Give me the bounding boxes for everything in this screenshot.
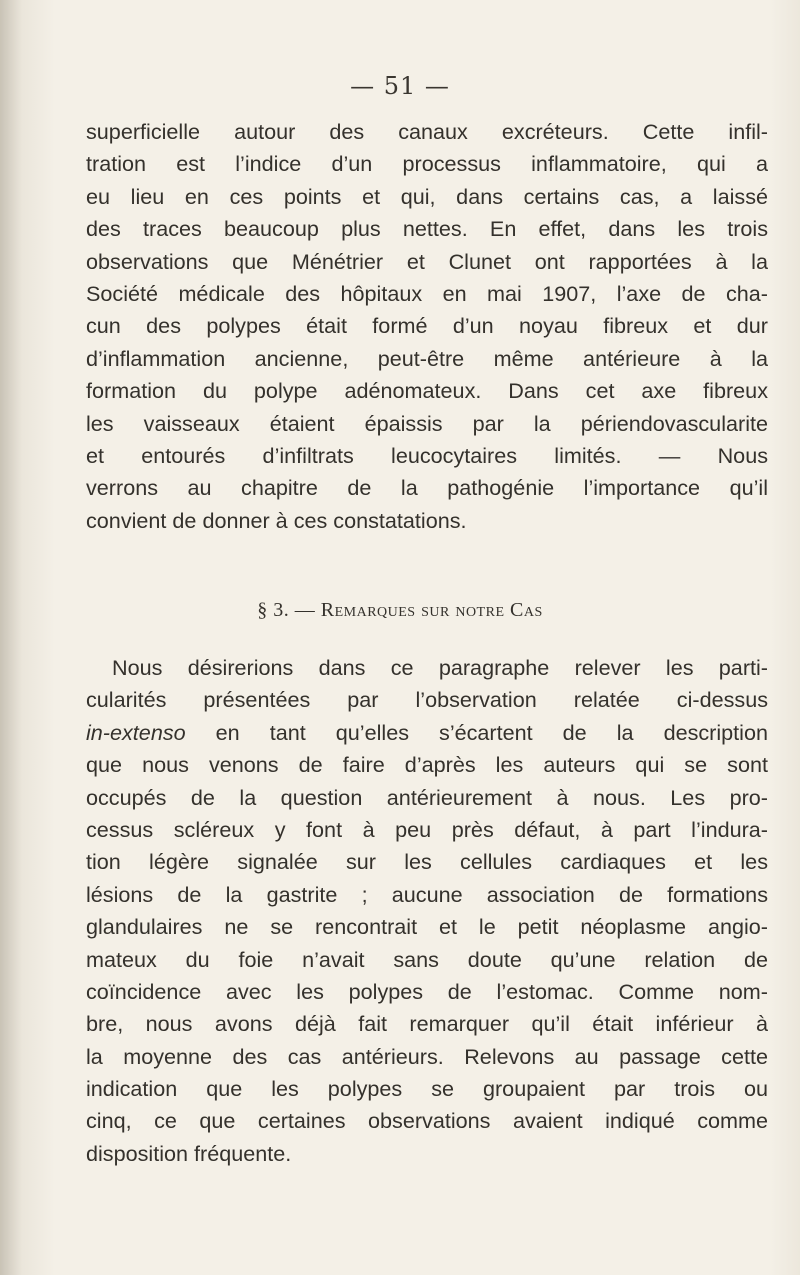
text-line: glandulaires ne se rencontrait et le petit néoplasme angio- xyxy=(86,914,768,940)
text-line: indication que les polypes se groupaient par trois ou xyxy=(86,1076,768,1102)
text-line: tration est l’indice d’un processus inflammatoire, qui a xyxy=(86,151,768,177)
section-heading xyxy=(0,599,800,622)
text-line: d’inflammation ancienne, peut-être même antérieure à la xyxy=(86,345,768,371)
text-line: la moyenne des cas antérieurs. Relevons au passage cette xyxy=(86,1043,768,1069)
text-line: lésions de la gastrite ; aucune association de formations xyxy=(86,881,768,907)
text-line: les vaisseaux étaient épaissis par la périendovascularite xyxy=(86,410,768,436)
text-line: convient de donner à ces constatations. xyxy=(86,507,467,533)
section-title: Remarques sur notre Cas xyxy=(320,599,543,621)
text-line: cinq, ce que certaines observations avaient indiqué comme xyxy=(86,1108,768,1134)
text-line: des traces beaucoup plus nettes. En effet, dans les trois xyxy=(86,216,768,242)
paragraph-remarks xyxy=(86,652,768,1170)
text-line: cun des polypes était formé d’un noyau fibreux et dur xyxy=(86,313,768,339)
text-line: coïncidence avec les polypes de l’estomac. Comme nom- xyxy=(86,978,768,1004)
page-number: — 51 — xyxy=(350,72,450,100)
text-line: occupés de la question antérieurement à nous. Les pro- xyxy=(86,784,768,810)
text-line: disposition fréquente. xyxy=(86,1140,292,1166)
text-line: cessus scléreux y font à peu près défaut, à part l’indura- xyxy=(86,816,768,842)
text-line: Nous désirerions dans ce paragraphe relever les parti- xyxy=(112,655,768,680)
text-line: verrons au chapitre de la pathogénie l’importance qu’il xyxy=(86,475,768,501)
text-line: observations que Ménétrier et Clunet ont rapportées à la xyxy=(86,248,768,274)
text-line: superficielle autour des canaux excréteurs. Cette infil- xyxy=(86,119,768,144)
text-line: eu lieu en ces points et qui, dans certains cas, a laissé xyxy=(86,183,768,209)
paragraph-inflammation xyxy=(86,116,768,537)
section-number: § 3. — xyxy=(257,599,321,621)
text-line: Société médicale des hôpitaux en mai 1907, l’axe de cha- xyxy=(86,280,768,306)
text-line: cularités présentées par l’observation relatée ci-dessus xyxy=(86,687,768,713)
text-span: en tant qu’elles s’écartent de la description xyxy=(185,719,768,745)
text-line xyxy=(86,717,768,749)
text-line: que nous venons de faire d’après les auteurs qui se sont xyxy=(86,752,768,778)
text-line: et entourés d’infiltrats leucocytaires limités. — Nous xyxy=(86,442,768,468)
text-line: formation du polype adénomateux. Dans cet axe fibreux xyxy=(86,378,768,404)
text-line: mateux du foie n’avait sans doute qu’une relation de xyxy=(86,946,768,972)
text-line: tion légère signalée sur les cellules cardiaques et les xyxy=(86,849,768,875)
text-line: bre, nous avons déjà fait remarquer qu’il était inférieur à xyxy=(86,1011,768,1037)
italic-term: in-extenso xyxy=(86,719,186,745)
